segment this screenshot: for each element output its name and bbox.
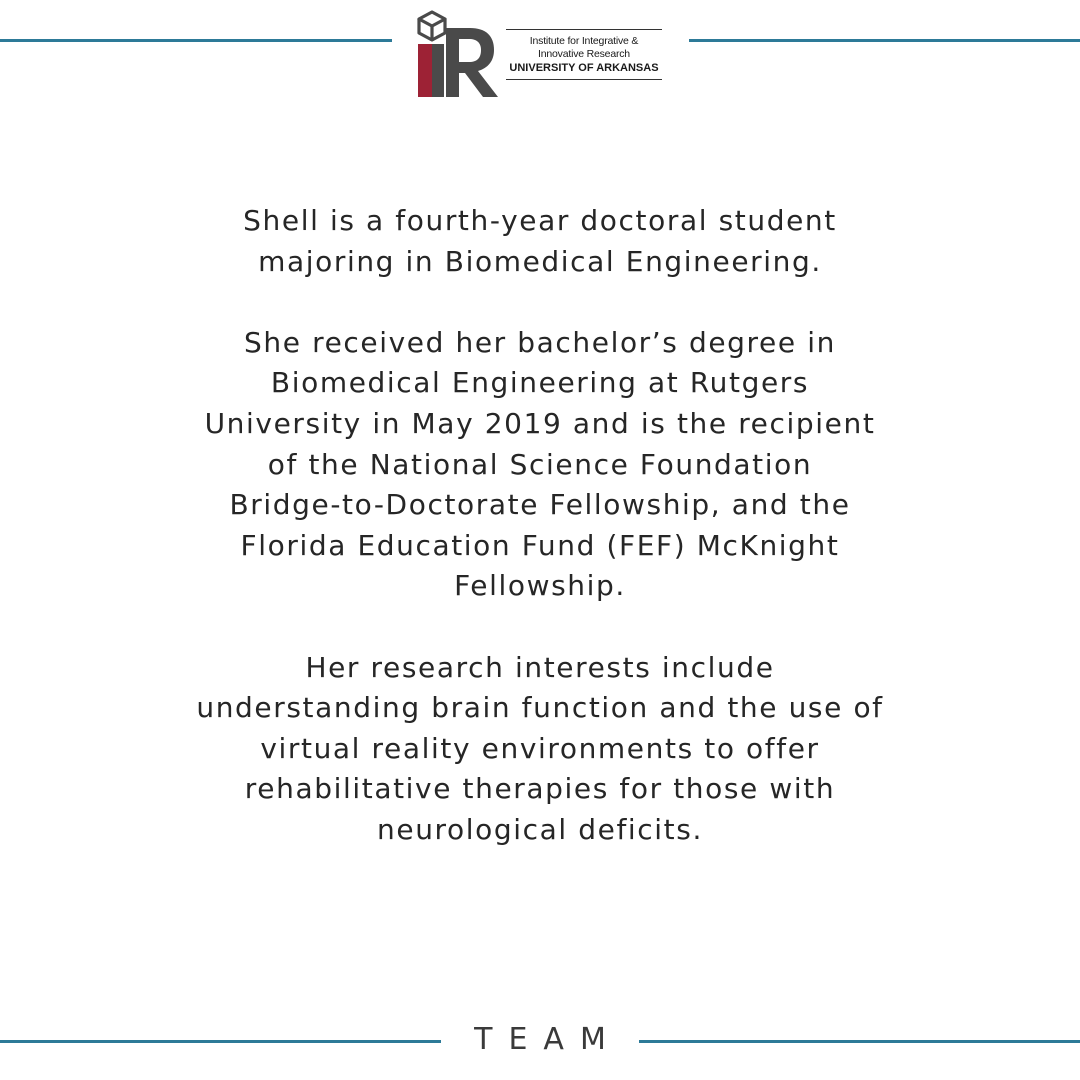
bio-line: Florida Education Fund (FEF) McKnight [240, 528, 840, 562]
logo-institute-line: Institute for Integrative & [529, 35, 639, 47]
bio-line: virtual reality environments to offer [260, 731, 820, 765]
bio-line: Fellowship. [454, 569, 626, 603]
footer-team-label: TEAM [474, 1022, 622, 1057]
bio-line: Bridge-to-Doctorate Fellowship, and the [229, 488, 851, 522]
logo-university-line: UNIVERSITY OF ARKANSAS [509, 62, 659, 74]
bio-line: She received her bachelor’s degree in [244, 325, 836, 359]
bio-line: Her research interests include [305, 650, 775, 684]
header-rule-left [0, 39, 392, 42]
bio-line: understanding brain function and the use of [196, 691, 884, 725]
bio-line: rehabilitative therapies for those with [244, 772, 836, 806]
bio-line: University in May 2019 and is the recipient [204, 406, 876, 440]
footer-rule-left [0, 1040, 441, 1043]
bio-paragraph-research [140, 648, 940, 851]
footer-rule-right [639, 1040, 1080, 1043]
logo-text-block [506, 29, 662, 80]
bio-line: neurological deficits. [377, 812, 703, 846]
bio-line: Biomedical Engineering at Rutgers [270, 366, 810, 400]
bio-line: Shell is a fourth-year doctoral student [243, 204, 837, 237]
header-rule-right [689, 39, 1080, 42]
bio-paragraph-intro [140, 201, 940, 282]
iir-logo-mark-icon [416, 10, 500, 100]
bio-line: of the National Science Foundation [267, 447, 813, 481]
logo-research-line: Innovative Research [538, 48, 630, 60]
bio-text [140, 201, 940, 851]
bio-paragraph-education [140, 323, 940, 607]
bio-line: majoring in Biomedical Engineering. [258, 244, 822, 278]
institute-logo [416, 10, 666, 100]
